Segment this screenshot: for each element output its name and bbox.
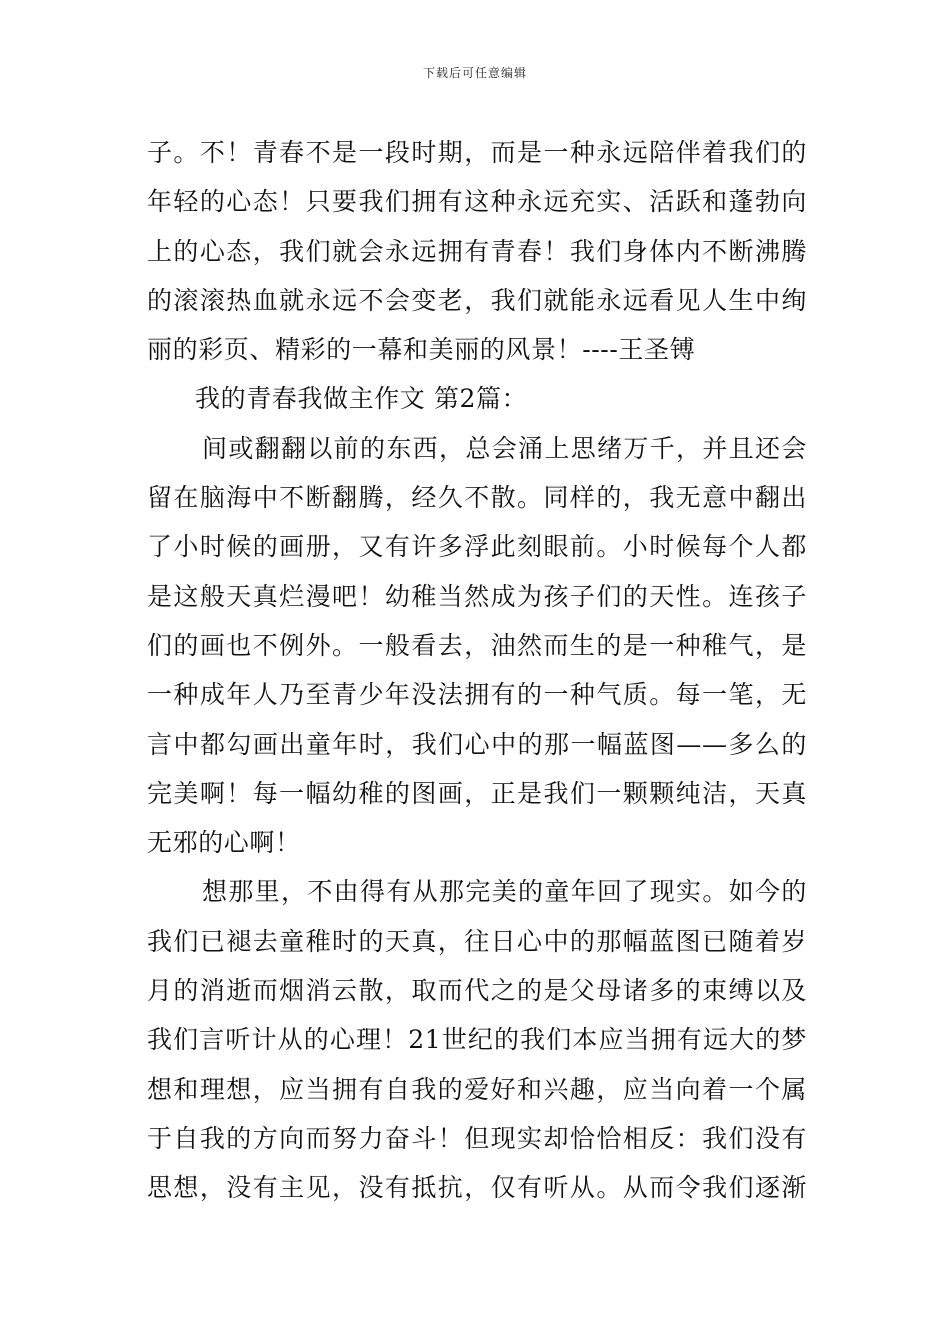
text-line: 是这般天真烂漫吧！幼稚当然成为孩子们的天性。连孩子: [147, 581, 807, 611]
text-line: 我们言听计从的心理！21世纪的我们本应当拥有远大的梦: [147, 1025, 807, 1055]
text-line: 们的画也不例外。一般看去，油然而生的是一种稚气，是: [147, 630, 807, 660]
section-title: 我的青春我做主作文 第2篇：: [195, 384, 528, 414]
text-line: 一种成年人乃至青少年没法拥有的一种气质。每一笔，无: [147, 680, 807, 710]
text-line: 我们已褪去童稚时的天真，往日心中的那幅蓝图已随着岁: [147, 926, 807, 956]
paragraph-1: [147, 128, 807, 374]
text-line: 丽的彩页、精彩的一幕和美丽的风景！----王圣镈: [147, 335, 696, 365]
text-line: 完美啊！每一幅幼稚的图画，正是我们一颗颗纯洁，天真: [147, 778, 807, 808]
document-body: [147, 128, 807, 1213]
text-line: 留在脑海中不断翻腾，经久不散。同样的，我无意中翻出: [147, 483, 807, 513]
text-line: 思想，没有主见，没有抵抗，仅有听从。从而令我们逐渐: [147, 1173, 807, 1203]
text-line: 无邪的心啊！: [147, 828, 301, 858]
page-header: 下载后可任意编辑: [422, 66, 527, 80]
text-line: 想和理想，应当拥有自我的爱好和兴趣，应当向着一个属: [147, 1074, 807, 1104]
text-line: 于自我的方向而努力奋斗！但现实却恰恰相反：我们没有: [147, 1123, 807, 1153]
paragraph-3: [147, 867, 807, 1212]
text-line: 年轻的心态！只要我们拥有这种永远充实、活跃和蓬勃向: [147, 187, 807, 217]
text-line: 间或翻翻以前的东西，总会涌上思绪万千，并且还会: [202, 433, 807, 463]
text-line: 上的心态，我们就会永远拥有青春！我们身体内不断沸腾: [147, 236, 807, 266]
text-line: 的滚滚热血就永远不会变老，我们就能永远看见人生中绚: [147, 285, 807, 315]
text-line: 言中都勾画出童年时，我们心中的那一幅蓝图——多么的: [147, 729, 807, 759]
text-line: 月的消逝而烟消云散，取而代之的是父母诸多的束缚以及: [147, 976, 807, 1006]
text-line: 了小时候的画册，又有许多浮此刻眼前。小时候每个人都: [147, 532, 807, 562]
text-line: 子。不！青春不是一段时期，而是一种永远陪伴着我们的: [147, 138, 807, 167]
text-line: 想那里，不由得有从那完美的童年回了现实。如今的: [202, 877, 807, 907]
paragraph-2: [147, 424, 807, 868]
